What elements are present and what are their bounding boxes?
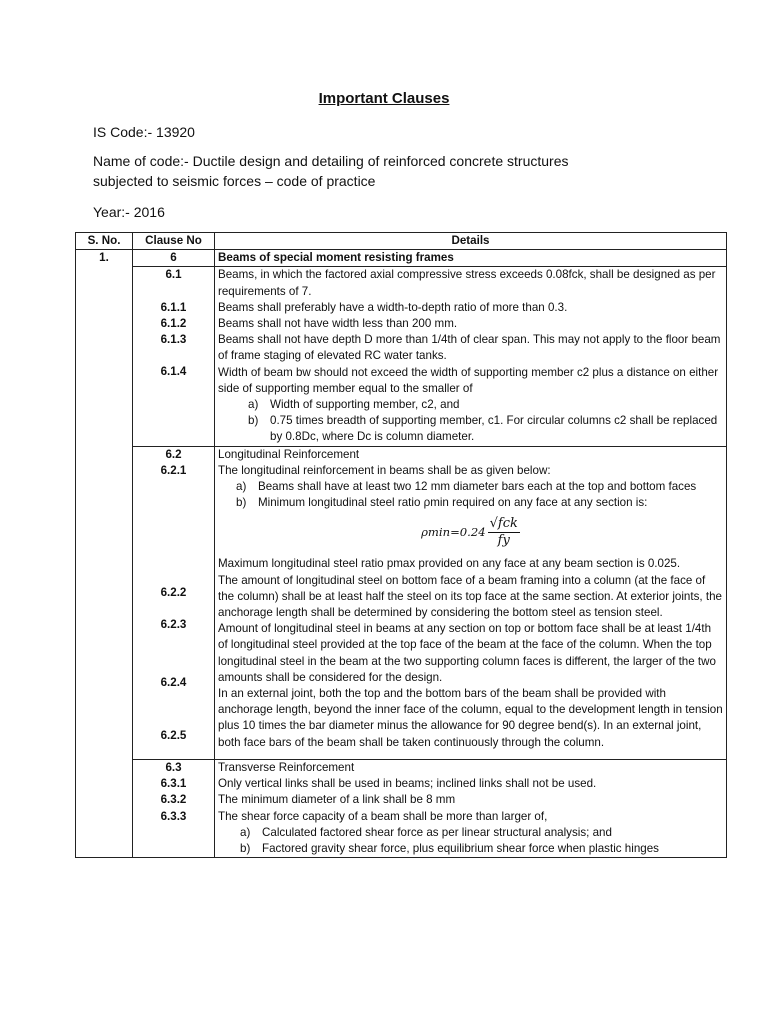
formula-fraction (488, 516, 520, 549)
clause-text: Width of beam bw should not exceed the width of supporting member c2 plus a distance on either side of supporting member equal to the smaller of (218, 365, 719, 395)
list-item-text: Minimum longitudinal steel ratio ρmin required on any face at any section is: (258, 496, 648, 510)
clause-text: The shear force capacity of a beam shall be more than larger of, (218, 809, 548, 823)
clause-title: Beams of special moment resisting frames (215, 250, 727, 267)
clause-text: In an external joint, both the top and the bottom bars of the beam shall be provided with anchorage length, beyond the inner face of the column, equal to the development length in tension plus 10 times the bar diameter minus the allowance for 90 degree bend(s). In an external joint, both face bars of the beam shall be taken continuously through the column. (218, 687, 723, 749)
list-item: b) Factored gravity shear force, plus equilibrium shear force when plastic hinges (218, 841, 723, 857)
header-clause: Clause No (133, 233, 215, 250)
header-details: Details (215, 233, 727, 250)
clause-text: Amount of longitudinal steel in beams at any section on top or bottom face shall be at least 1/4th of longitudinal steel provided at the top face of the beam at the face of the column. When the top longitudinal steel in the beam at the two supporting column faces is different, the larger of the two amounts shall be considered for the design. (218, 622, 716, 684)
list-item-text: Calculated factored shear force as per linear structural analysis; and (262, 825, 612, 839)
clause-number: 6.1.3 (160, 333, 187, 347)
clause-text: Maximum longitudinal steel ratio pmax provided on any face at any beam section is 0.025. (218, 557, 681, 571)
clause-number: 6.1.1 (160, 300, 187, 314)
page-title: Important Clauses (318, 90, 450, 107)
list-item: a) Beams shall have at least two 12 mm diameter bars each at the top and bottom faces (218, 479, 723, 495)
clause-text: The amount of longitudinal steel on bottom face of a beam framing into a column (at the face of the column) shall be at least half the steel on its top face at the same section. At exterior joints, the anchorage length shall be determined by considering the bottom steel as tension steel. (218, 573, 722, 620)
list-item: a) Width of supporting member, c2, and (218, 397, 723, 413)
table-row (76, 267, 727, 446)
clause-number: 6.1.2 (160, 316, 187, 330)
clause-text: Beams shall not have width less than 200 mm. (218, 317, 458, 331)
clause-numbers-6-1 (133, 267, 215, 446)
header-sno: S. No. (76, 233, 133, 250)
clause-number: 6.1 (165, 268, 182, 282)
formula-numerator: √fck (488, 516, 520, 533)
list-item-text: Factored gravity shear force, plus equilibrium shear force when plastic hinges (262, 841, 659, 855)
list-item-text: 0.75 times breadth of supporting member, c1. For circular columns c2 shall be replaced by 0.8Dc, where Dc is column diameter. (270, 414, 718, 444)
is-code: IS Code:- 13920 (93, 124, 195, 140)
clause-text: Beams shall preferably have a width-to-depth ratio of more than 0.3. (218, 300, 568, 314)
clause-number: 6.2.1 (160, 463, 187, 477)
table-row (76, 446, 727, 759)
list-item: b) 0.75 times breadth of supporting member, c1. For circular columns c2 shall be replaced by 0.8Dc, where Dc is column diameter. (218, 413, 723, 445)
clause-number: 6.2.5 (160, 728, 187, 742)
code-year: Year:- 2016 (93, 204, 165, 220)
clause-number: 6.2 (165, 447, 182, 461)
clause-text: The minimum diameter of a link shall be 8 mm (218, 793, 456, 807)
clause-numbers-6-2 (133, 446, 215, 759)
clause-number: 6.3.1 (160, 777, 187, 791)
clause-text: Only vertical links shall be used in beams; inclined links shall not be used. (218, 777, 597, 791)
clauses-table (75, 232, 727, 858)
clause-number: 6.3.2 (160, 793, 187, 807)
clause-details-6-3 (215, 759, 727, 857)
clause-number: 6.1.4 (160, 365, 187, 379)
table-row (76, 759, 727, 857)
list-item-text: Width of supporting member, c2, and (270, 398, 460, 412)
clause-details-6-1 (215, 267, 727, 446)
section-heading: Longitudinal Reinforcement (218, 447, 360, 461)
clause-text: The longitudinal reinforcement in beams shall be as given below: (218, 463, 551, 477)
clause-number: 6.2.4 (160, 676, 187, 690)
table-header-row (76, 233, 727, 250)
clause-numbers-6-3 (133, 759, 215, 857)
section-heading: Transverse Reinforcement (218, 760, 355, 774)
clause-number: 6.2.2 (160, 586, 187, 600)
formula-lhs: ρmin=0.24 (421, 525, 486, 540)
code-name (93, 151, 693, 191)
table-row (76, 250, 727, 267)
clause-number: 6.2.3 (160, 618, 187, 632)
clause-text: Beams, in which the factored axial compressive stress exceeds 0.08fck, shall be designed as per requirements of 7. (218, 268, 716, 298)
clause-details-6-2 (215, 446, 727, 759)
clause-text: Beams shall not have depth D more than 1/4th of clear span. This may not apply to the floor beam of frame staging of elevated RC water tanks. (218, 333, 721, 363)
code-name-line1: Name of code:- Ductile design and detailing of reinforced concrete structures (93, 153, 569, 169)
list-item: b) Minimum longitudinal steel ratio ρmin required on any face at any section is: (218, 495, 723, 511)
code-name-line2: subjected to seismic forces – code of practice (93, 173, 376, 189)
serial-number: 1. (76, 250, 133, 858)
clause-number: 6.3.3 (160, 809, 187, 823)
rho-min-formula (218, 512, 723, 552)
clause-number: 6.3 (165, 760, 182, 774)
list-item-text: Beams shall have at least two 12 mm diameter bars each at the top and bottom faces (258, 480, 697, 494)
clause-number: 6 (133, 250, 215, 267)
formula-denominator: fy (497, 532, 510, 548)
list-item: a) Calculated factored shear force as per linear structural analysis; and (218, 825, 723, 841)
